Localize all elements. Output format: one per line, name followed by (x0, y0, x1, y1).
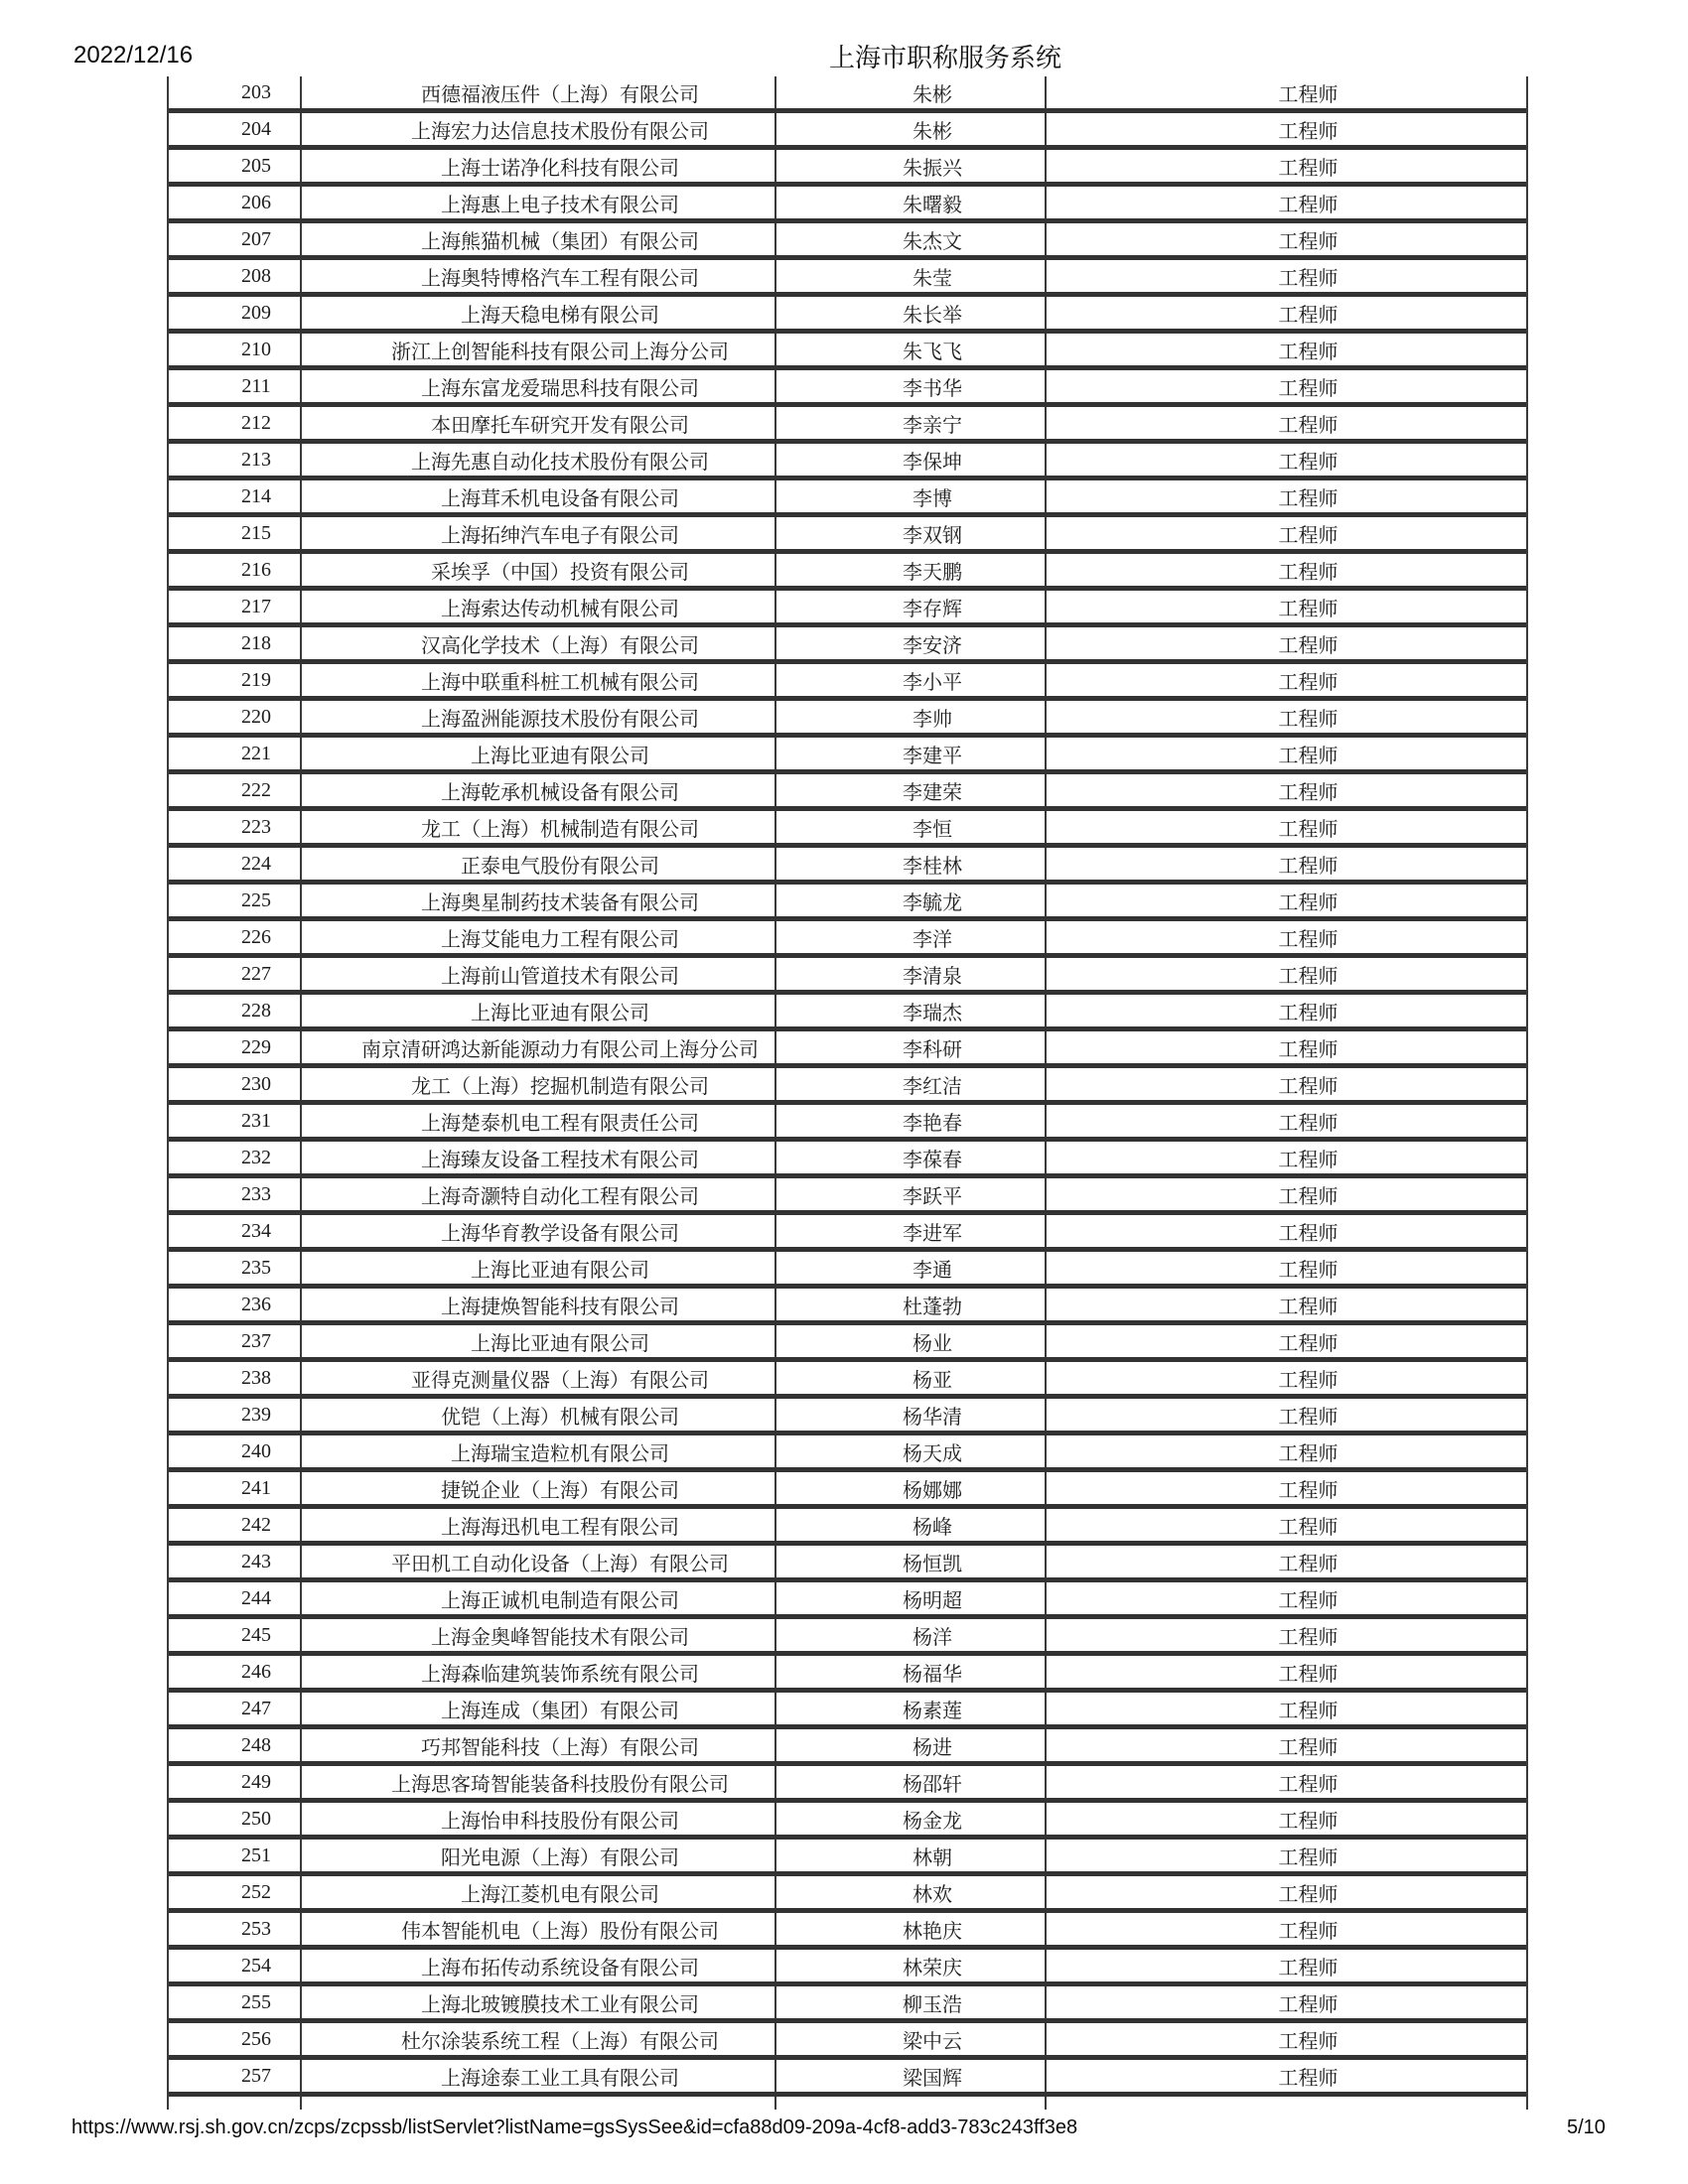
person-name-cell: 李科研 (776, 1031, 1047, 1063)
company-cell: 上海先惠自动化技术股份有限公司 (302, 444, 776, 476)
row-number-cell: 247 (169, 1693, 302, 1724)
table-row (169, 1582, 1526, 1619)
company-cell: 龙工（上海）机械制造有限公司 (302, 811, 776, 843)
person-name-cell: 李天鹏 (776, 554, 1047, 586)
row-number-cell: 241 (169, 1472, 302, 1504)
title-cell: 工程师 (1278, 745, 1338, 767)
row-number-cell: 246 (169, 1656, 302, 1688)
company-cell: 上海中联重科桩工机械有限公司 (302, 664, 776, 696)
title-cell: 工程师 (1278, 1553, 1338, 1575)
company-cell: 上海拓绅汽车电子有限公司 (302, 517, 776, 549)
table-row (169, 1031, 1526, 1068)
company-cell: 正泰电气股份有限公司 (302, 848, 776, 880)
row-number-cell: 234 (169, 1215, 302, 1247)
person-name-cell: 杨业 (776, 1325, 1047, 1357)
company-cell: 上海比亚迪有限公司 (302, 1325, 776, 1357)
person-name-cell: 杨峰 (776, 1509, 1047, 1541)
row-number-cell (169, 2097, 302, 2110)
person-name-cell: 李洋 (776, 921, 1047, 953)
person-name-cell: 李瑞杰 (776, 995, 1047, 1026)
row-number-cell: 223 (169, 811, 302, 843)
table-row (169, 1289, 1526, 1325)
row-number-cell: 251 (169, 1840, 302, 1871)
row-number-cell: 204 (169, 113, 302, 145)
table-row (169, 1142, 1526, 1178)
table-row (169, 370, 1526, 407)
table-row (169, 848, 1526, 885)
title-cell: 工程师 (1278, 1222, 1338, 1245)
table-row (169, 1325, 1526, 1362)
person-name-cell: 杨亚 (776, 1362, 1047, 1394)
row-number-cell: 213 (169, 444, 302, 476)
row-number-cell: 242 (169, 1509, 302, 1541)
person-name-cell: 杨华清 (776, 1399, 1047, 1431)
table-row (169, 1656, 1526, 1693)
title-cell: 工程师 (1278, 1442, 1338, 1465)
person-name-cell: 柳玉浩 (776, 1986, 1047, 2018)
title-cell: 工程师 (1278, 818, 1338, 841)
company-cell: 上海熊猫机械（集团）有限公司 (302, 223, 776, 255)
person-name-cell: 李书华 (776, 370, 1047, 402)
person-name-cell: 李双钢 (776, 517, 1047, 549)
title-cell: 工程师 (1278, 1296, 1338, 1318)
table-row-cutoff (169, 2097, 1526, 2110)
title-cell: 工程师 (1278, 708, 1338, 731)
row-number-cell: 240 (169, 1435, 302, 1467)
table-row (169, 1913, 1526, 1950)
company-cell: 上海瑞宝造粒机有限公司 (302, 1435, 776, 1467)
row-number-cell: 206 (169, 187, 302, 218)
title-cell: 工程师 (1278, 1846, 1338, 1869)
table-row (169, 1399, 1526, 1435)
table-row (169, 1178, 1526, 1215)
row-number-cell: 207 (169, 223, 302, 255)
company-cell: 上海东富龙爱瑞思科技有限公司 (302, 370, 776, 402)
title-cell: 工程师 (1278, 1369, 1338, 1392)
row-number-cell: 221 (169, 738, 302, 769)
company-cell: 本田摩托车研究开发有限公司 (302, 407, 776, 439)
table-row (169, 774, 1526, 811)
person-name-cell: 朱曙毅 (776, 187, 1047, 218)
row-number-cell: 215 (169, 517, 302, 549)
row-number-cell: 233 (169, 1178, 302, 1210)
company-cell: 上海惠上电子技术有限公司 (302, 187, 776, 218)
title-cell: 工程师 (1278, 561, 1338, 584)
title-cell: 工程师 (1278, 157, 1338, 180)
row-number-cell: 252 (169, 1876, 302, 1908)
title-cell: 工程师 (1278, 1920, 1338, 1943)
person-name-cell (776, 2097, 1047, 2110)
row-number-cell: 218 (169, 627, 302, 659)
company-cell: 上海布拓传动系统设备有限公司 (302, 1950, 776, 1981)
row-number-cell: 239 (169, 1399, 302, 1431)
table-row (169, 1215, 1526, 1252)
table-row (169, 1068, 1526, 1105)
title-cell (1047, 2097, 1526, 2110)
person-name-cell: 李博 (776, 480, 1047, 512)
person-name-cell: 杨金龙 (776, 1803, 1047, 1835)
row-number-cell: 254 (169, 1950, 302, 1981)
company-cell: 上海金奥峰智能技术有限公司 (302, 1619, 776, 1651)
table-row (169, 1950, 1526, 1986)
table-row (169, 958, 1526, 995)
row-number-cell: 225 (169, 885, 302, 916)
table-row (169, 1619, 1526, 1656)
company-cell: 上海宏力达信息技术股份有限公司 (302, 113, 776, 145)
title-cell: 工程师 (1278, 1773, 1338, 1796)
company-cell: 上海茸禾机电设备有限公司 (302, 480, 776, 512)
title-cell: 工程师 (1278, 1883, 1338, 1906)
person-name-cell: 李恒 (776, 811, 1047, 843)
row-number-cell: 216 (169, 554, 302, 586)
table-row (169, 701, 1526, 738)
table-row (169, 260, 1526, 297)
person-name-cell: 李帅 (776, 701, 1047, 733)
company-cell: 龙工（上海）挖掘机制造有限公司 (302, 1068, 776, 1100)
company-cell: 上海奥特博格汽车工程有限公司 (302, 260, 776, 292)
title-cell: 工程师 (1278, 524, 1338, 547)
person-name-cell: 李小平 (776, 664, 1047, 696)
table-row (169, 1729, 1526, 1766)
person-name-cell: 朱振兴 (776, 150, 1047, 182)
row-number-cell: 237 (169, 1325, 302, 1357)
table-row (169, 885, 1526, 921)
print-footer-url: https://www.rsj.sh.gov.cn/zcps/zcpssb/listServlet?listName=gsSysSee&id=cfa88d09-209a-4cf8-add3-783c243ff3e8 (71, 2116, 1078, 2138)
company-cell: 西德福液压件（上海）有限公司 (302, 76, 776, 108)
title-cell: 工程师 (1278, 928, 1338, 951)
person-name-cell: 朱飞飞 (776, 334, 1047, 365)
company-cell: 上海正诚机电制造有限公司 (302, 1582, 776, 1614)
table-row (169, 2060, 1526, 2097)
table-row (169, 1766, 1526, 1803)
person-name-cell: 李建平 (776, 738, 1047, 769)
row-number-cell: 235 (169, 1252, 302, 1284)
company-cell: 上海盈洲能源技术股份有限公司 (302, 701, 776, 733)
company-cell (302, 2097, 776, 2110)
page-title: 上海市职称服务系统 (828, 43, 1062, 72)
person-name-cell: 杨天成 (776, 1435, 1047, 1467)
company-cell: 上海华育教学设备有限公司 (302, 1215, 776, 1247)
row-number-cell: 211 (169, 370, 302, 402)
person-name-cell: 朱长举 (776, 297, 1047, 329)
person-name-cell: 李清泉 (776, 958, 1047, 990)
title-cell: 工程师 (1278, 671, 1338, 694)
title-cell: 工程师 (1278, 194, 1338, 216)
title-cell: 工程师 (1278, 1663, 1338, 1686)
title-cell: 工程师 (1278, 1736, 1338, 1759)
title-cell: 工程师 (1278, 965, 1338, 988)
company-cell: 上海乾承机械设备有限公司 (302, 774, 776, 806)
person-name-cell: 朱杰文 (776, 223, 1047, 255)
title-cell: 工程师 (1278, 781, 1338, 804)
title-cell: 工程师 (1278, 267, 1338, 290)
title-cell: 工程师 (1278, 1002, 1338, 1024)
title-cell: 工程师 (1278, 2067, 1338, 2090)
table-row (169, 113, 1526, 150)
company-cell: 上海江菱机电有限公司 (302, 1876, 776, 1908)
company-cell: 上海索达传动机械有限公司 (302, 591, 776, 622)
table-row (169, 1509, 1526, 1546)
row-number-cell: 253 (169, 1913, 302, 1945)
person-name-cell: 杨明超 (776, 1582, 1047, 1614)
table-row (169, 1362, 1526, 1399)
person-name-cell: 李毓龙 (776, 885, 1047, 916)
person-name-cell: 李进军 (776, 1215, 1047, 1247)
title-cell: 工程师 (1278, 1149, 1338, 1171)
title-cell: 工程师 (1278, 1957, 1338, 1979)
row-number-cell: 208 (169, 260, 302, 292)
row-number-cell: 257 (169, 2060, 302, 2092)
row-number-cell: 230 (169, 1068, 302, 1100)
company-cell: 上海怡申科技股份有限公司 (302, 1803, 776, 1835)
person-name-cell: 林朝 (776, 1840, 1047, 1871)
person-name-cell: 李葆春 (776, 1142, 1047, 1173)
person-name-cell: 李桂林 (776, 848, 1047, 880)
person-name-cell: 梁国辉 (776, 2060, 1047, 2092)
table-row (169, 811, 1526, 848)
person-name-cell: 李安济 (776, 627, 1047, 659)
title-cell: 工程师 (1278, 341, 1338, 363)
title-cell: 工程师 (1278, 451, 1338, 474)
title-list-table (167, 76, 1528, 2110)
title-cell: 工程师 (1278, 598, 1338, 620)
row-number-cell: 219 (169, 664, 302, 696)
company-cell: 上海比亚迪有限公司 (302, 995, 776, 1026)
company-cell: 伟本智能机电（上海）股份有限公司 (302, 1913, 776, 1945)
person-name-cell: 李亲宁 (776, 407, 1047, 439)
title-cell: 工程师 (1278, 1589, 1338, 1612)
row-number-cell: 238 (169, 1362, 302, 1394)
title-cell: 工程师 (1278, 1516, 1338, 1539)
row-number-cell: 236 (169, 1289, 302, 1320)
person-name-cell: 朱莹 (776, 260, 1047, 292)
row-number-cell: 222 (169, 774, 302, 806)
table-row (169, 150, 1526, 187)
person-name-cell: 杨素莲 (776, 1693, 1047, 1724)
company-cell: 上海连成（集团）有限公司 (302, 1693, 776, 1724)
title-cell: 工程师 (1278, 120, 1338, 143)
title-cell: 工程师 (1278, 2030, 1338, 2053)
row-number-cell: 249 (169, 1766, 302, 1798)
title-cell: 工程师 (1278, 1810, 1338, 1833)
row-number-cell: 209 (169, 297, 302, 329)
table-row (169, 1472, 1526, 1509)
row-number-cell: 231 (169, 1105, 302, 1137)
table-row (169, 1693, 1526, 1729)
table-row (169, 995, 1526, 1031)
person-name-cell: 李红洁 (776, 1068, 1047, 1100)
table-row (169, 444, 1526, 480)
person-name-cell: 李保坤 (776, 444, 1047, 476)
print-header-date: 2022/12/16 (73, 42, 194, 68)
table-row (169, 1803, 1526, 1840)
person-name-cell: 李存辉 (776, 591, 1047, 622)
row-number-cell: 256 (169, 2023, 302, 2055)
company-cell: 优铠（上海）机械有限公司 (302, 1399, 776, 1431)
person-name-cell: 杨进 (776, 1729, 1047, 1761)
company-cell: 平田机工自动化设备（上海）有限公司 (302, 1546, 776, 1577)
company-cell: 上海比亚迪有限公司 (302, 738, 776, 769)
row-number-cell: 229 (169, 1031, 302, 1063)
row-number-cell: 210 (169, 334, 302, 365)
table-row (169, 738, 1526, 774)
table-row (169, 517, 1526, 554)
title-cell: 工程师 (1278, 230, 1338, 253)
table-row (169, 591, 1526, 627)
person-name-cell: 李通 (776, 1252, 1047, 1284)
person-name-cell: 杨福华 (776, 1656, 1047, 1688)
company-cell: 汉高化学技术（上海）有限公司 (302, 627, 776, 659)
title-cell: 工程师 (1278, 1406, 1338, 1429)
table-row (169, 664, 1526, 701)
row-number-cell: 232 (169, 1142, 302, 1173)
print-footer-page-number: 5/10 (1567, 2116, 1606, 2138)
company-cell: 捷锐企业（上海）有限公司 (302, 1472, 776, 1504)
company-cell: 巧邦智能科技（上海）有限公司 (302, 1729, 776, 1761)
person-name-cell: 林欢 (776, 1876, 1047, 1908)
table-row (169, 334, 1526, 370)
title-cell: 工程师 (1278, 1259, 1338, 1282)
person-name-cell: 杨洋 (776, 1619, 1047, 1651)
title-cell: 工程师 (1278, 1332, 1338, 1355)
company-cell: 上海奇灏特自动化工程有限公司 (302, 1178, 776, 1210)
company-cell: 杜尔涂装系统工程（上海）有限公司 (302, 2023, 776, 2055)
title-cell: 工程师 (1278, 1700, 1338, 1722)
table-row (169, 76, 1526, 113)
person-name-cell: 林艳庆 (776, 1913, 1047, 1945)
company-cell: 上海海迅机电工程有限公司 (302, 1509, 776, 1541)
table-row (169, 187, 1526, 223)
company-cell: 上海北玻镀膜技术工业有限公司 (302, 1986, 776, 2018)
row-number-cell: 227 (169, 958, 302, 990)
company-cell: 亚得克测量仪器（上海）有限公司 (302, 1362, 776, 1394)
title-cell: 工程师 (1278, 1112, 1338, 1135)
table-row (169, 223, 1526, 260)
row-number-cell: 205 (169, 150, 302, 182)
person-name-cell: 杨邵轩 (776, 1766, 1047, 1798)
row-number-cell: 228 (169, 995, 302, 1026)
row-number-cell: 214 (169, 480, 302, 512)
company-cell: 上海前山管道技术有限公司 (302, 958, 776, 990)
person-name-cell: 朱彬 (776, 76, 1047, 108)
table-row (169, 407, 1526, 444)
company-cell: 浙江上创智能科技有限公司上海分公司 (302, 334, 776, 365)
company-cell: 上海臻友设备工程技术有限公司 (302, 1142, 776, 1173)
company-cell: 上海思客琦智能装备科技股份有限公司 (302, 1766, 776, 1798)
table-row (169, 1546, 1526, 1582)
title-cell: 工程师 (1278, 377, 1338, 400)
row-number-cell: 226 (169, 921, 302, 953)
row-number-cell: 203 (169, 76, 302, 108)
title-cell: 工程师 (1278, 1038, 1338, 1061)
person-name-cell: 李艳春 (776, 1105, 1047, 1137)
title-cell: 工程师 (1278, 487, 1338, 510)
company-cell: 上海艾能电力工程有限公司 (302, 921, 776, 953)
title-cell: 工程师 (1278, 414, 1338, 437)
company-cell: 上海比亚迪有限公司 (302, 1252, 776, 1284)
person-name-cell: 杜蓬勃 (776, 1289, 1047, 1320)
table-row (169, 1252, 1526, 1289)
table-row (169, 627, 1526, 664)
title-cell: 工程师 (1278, 304, 1338, 327)
title-cell: 工程师 (1278, 1075, 1338, 1098)
row-number-cell: 245 (169, 1619, 302, 1651)
title-cell: 工程师 (1278, 634, 1338, 657)
title-cell: 工程师 (1278, 1993, 1338, 2016)
person-name-cell: 李建荣 (776, 774, 1047, 806)
row-number-cell: 217 (169, 591, 302, 622)
company-cell: 上海森临建筑装饰系统有限公司 (302, 1656, 776, 1688)
row-number-cell: 248 (169, 1729, 302, 1761)
person-name-cell: 李跃平 (776, 1178, 1047, 1210)
person-name-cell: 林荣庆 (776, 1950, 1047, 1981)
row-number-cell: 212 (169, 407, 302, 439)
table-row (169, 480, 1526, 517)
table-row (169, 921, 1526, 958)
company-cell: 采埃孚（中国）投资有限公司 (302, 554, 776, 586)
table-row (169, 1986, 1526, 2023)
table-row (169, 1876, 1526, 1913)
title-cell: 工程师 (1278, 1626, 1338, 1649)
table-row (169, 1840, 1526, 1876)
row-number-cell: 244 (169, 1582, 302, 1614)
row-number-cell: 250 (169, 1803, 302, 1835)
title-cell: 工程师 (1278, 891, 1338, 914)
company-cell: 上海捷焕智能科技有限公司 (302, 1289, 776, 1320)
row-number-cell: 220 (169, 701, 302, 733)
company-cell: 上海途泰工业工具有限公司 (302, 2060, 776, 2092)
table-row (169, 554, 1526, 591)
table-row (169, 2023, 1526, 2060)
person-name-cell: 梁中云 (776, 2023, 1047, 2055)
title-cell: 工程师 (1278, 1479, 1338, 1502)
title-cell: 工程师 (1278, 855, 1338, 878)
person-name-cell: 朱彬 (776, 113, 1047, 145)
row-number-cell: 255 (169, 1986, 302, 2018)
company-cell: 上海奥星制药技术装备有限公司 (302, 885, 776, 916)
company-cell: 上海天稳电梯有限公司 (302, 297, 776, 329)
title-cell: 工程师 (1278, 83, 1338, 106)
title-cell: 工程师 (1278, 1185, 1338, 1208)
company-cell: 上海士诺净化科技有限公司 (302, 150, 776, 182)
person-name-cell: 杨娜娜 (776, 1472, 1047, 1504)
company-cell: 南京清研鸿达新能源动力有限公司上海分公司 (302, 1031, 776, 1063)
company-cell: 阳光电源（上海）有限公司 (302, 1840, 776, 1871)
company-cell: 上海楚泰机电工程有限责任公司 (302, 1105, 776, 1137)
table-row (169, 1435, 1526, 1472)
row-number-cell: 243 (169, 1546, 302, 1577)
table-row (169, 297, 1526, 334)
table-row (169, 1105, 1526, 1142)
person-name-cell: 杨恒凯 (776, 1546, 1047, 1577)
table-body (169, 76, 1526, 2097)
row-number-cell: 224 (169, 848, 302, 880)
